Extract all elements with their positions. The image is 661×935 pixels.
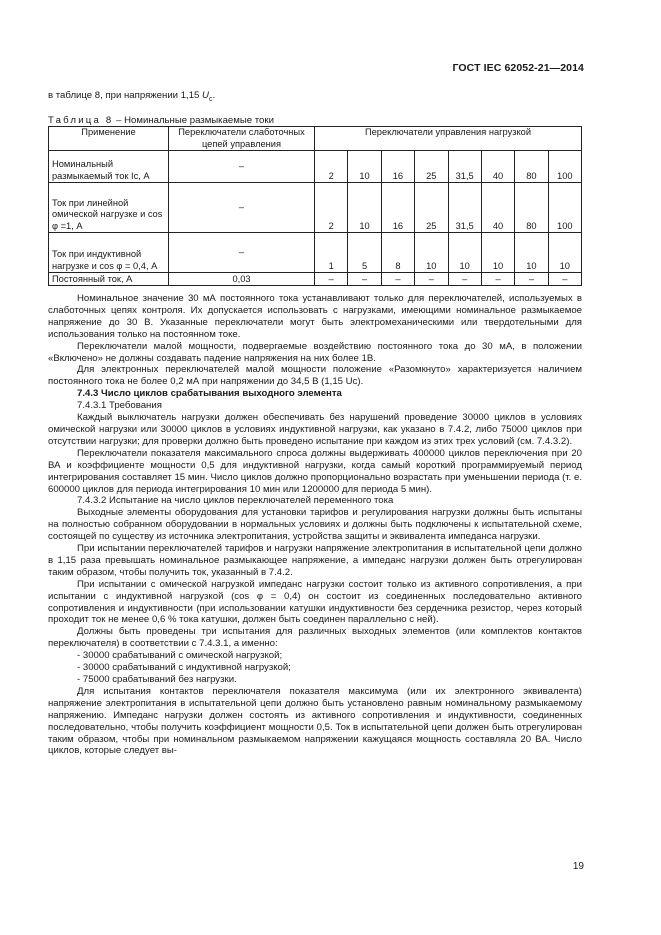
- table-caption: [48, 115, 274, 126]
- paragraph: При испытании с омической нагрузкой импеданс нагрузки состоит только из активного сопротивления, а при испытании с индуктивной нагрузкой (cos φ = 0,4) он состоит из соединенных последовательно активного сопротивления и индуктивности (при использовании катушки индуктивности без сердечника резистор, через который проходит ток не менее 0,6 % тока катушки, должен быть соединен параллельно с ней).: [48, 578, 582, 626]
- load-value: 25: [415, 183, 448, 233]
- paragraph: Переключатели малой мощности, подвергаемые воздействию постоянного тока до 30 мА, в положении «Включено» не должны создавать падение напряжения на них более 1В.: [48, 340, 582, 364]
- low-current-value: 0,03: [169, 273, 315, 286]
- intro-var: U: [202, 90, 209, 101]
- load-value: 8: [381, 233, 414, 273]
- load-value: 31,5: [448, 183, 481, 233]
- body-text: [48, 293, 582, 757]
- header-application: Применение: [49, 127, 169, 151]
- paragraph: - 30000 срабатываний с индуктивной нагрузкой;: [77, 662, 291, 674]
- low-current-value: –: [169, 233, 315, 273]
- load-value: 40: [481, 151, 514, 183]
- header-load: Переключатели управления нагрузкой: [315, 127, 582, 151]
- load-value: 1: [315, 233, 348, 273]
- paragraph: Для испытания контактов переключателя показателя максимума (или их электронного эквивалента) напряжение электропитания в испытательной цепи должно быть установлено равным номинальному размыкаемому напряжению. Импеданс нагрузки должен состоять из активного сопротивления и индуктивности, соединенных последовательно, чтобы получить коэффициент мощности 0,5. Ток в испытательной цепи должен быть отрегулирован таким образом, чтобы при номинальном размыкаемом напряжении кажущаяся мощность составляла 20 ВА. Число циклов, которые следует вы-: [48, 685, 582, 757]
- load-value: –: [348, 273, 381, 286]
- load-value: 25: [415, 151, 448, 183]
- page-number: 19: [572, 861, 584, 872]
- load-value: 2: [315, 183, 348, 233]
- paragraph: Выходные элементы оборудования для установки тарифов и регулирования нагрузки должны быть испытаны на полностью собранном оборудовании в нормальных условиях и должны быть подключены к испытательной схеме, состоящей по существу из источника электропитания, устройства защиты и эквивалента импеданса нагрузки.: [48, 507, 582, 543]
- load-value: –: [415, 273, 448, 286]
- load-value: 5: [348, 233, 381, 273]
- load-value: –: [448, 273, 481, 286]
- paragraph: Для электронных переключателей малой мощности положение «Разомкнуто» характеризуется наличием постоянного тока не более 0,2 мА при напряжении до 34,5 В (1,15 Uc).: [48, 364, 582, 388]
- load-value: 16: [381, 183, 414, 233]
- table-caption-title: – Номинальные размыкаемые токи: [113, 115, 274, 126]
- intro-sub: c: [208, 95, 213, 103]
- paragraph: - 75000 срабатываний без нагрузки.: [77, 674, 237, 685]
- row-label: Постоянный ток, А: [49, 273, 169, 286]
- load-value: 40: [481, 183, 514, 233]
- load-value: 16: [381, 151, 414, 183]
- paragraph: Каждый выключатель нагрузки должен обеспечивать без нарушений проведение 30000 циклов в условиях омической нагрузки или 30000 циклов в условиях индуктивной нагрузки, как указано в 7.4.2, либо 75000 циклов при отсутствии нагрузки; для проверки должно быть проведено испытание при каждом из этих трех условий (см. 7.4.3.2).: [48, 412, 582, 447]
- load-value: 10: [348, 183, 381, 233]
- paragraph: Должны быть проведены три испытания для различных выходных элементов (или комплектов контактов переключателя) в соответствии с 7.4.3.1, а именно:: [48, 626, 582, 650]
- paragraph: При испытании переключателей тарифов и нагрузки напряжение электропитания в испытательной цепи должно в 1,15 раза превышать номинальное размыкающее напряжение, а импеданс нагрузки должен быть отрегулирован таким образом, чтобы получить ток, указанный в 7.4.2.: [48, 543, 582, 578]
- load-value: 2: [315, 151, 348, 183]
- table-row: [49, 273, 582, 286]
- load-value: –: [315, 273, 348, 286]
- intro-text: в таблице 8, при напряжении 1,15: [48, 90, 203, 101]
- load-value: –: [481, 273, 514, 286]
- low-current-value: –: [169, 183, 315, 233]
- paragraph: 7.4.3 Число циклов срабатывания выходного элемента: [77, 388, 342, 400]
- paragraph: 7.4.3.1 Требования: [77, 400, 162, 412]
- paragraph: - 30000 срабатываний с омической нагрузкой;: [77, 650, 283, 662]
- intro-line: [48, 90, 215, 103]
- row-label: Ток при индуктивной нагрузке и cos φ = 0,4, А: [49, 233, 169, 273]
- load-value: –: [548, 273, 581, 286]
- table-row: [49, 233, 582, 273]
- load-value: 100: [548, 183, 581, 233]
- load-value: 10: [548, 233, 581, 273]
- load-value: 10: [415, 233, 448, 273]
- paragraph: Номинальное значение 30 мА постоянного тока устанавливают только для переключателей, используемых в слаботочных цепях контроля. Их допускается использовать с нагрузками, имеющими номинальное размыкаемое напряжение до 30 В. Указанные переключатели могут быть электромеханическими или твердотельными для использования только на постоянном токе.: [48, 293, 582, 340]
- load-value: 10: [448, 233, 481, 273]
- table-header-row: [49, 127, 582, 151]
- paragraph: Переключатели показателя максимального спроса должны выдерживать 400000 циклов переключения при 20 ВА и коэффициенте мощности 0,5 для индуктивной нагрузки, когда самый короткий программируемый период интегрирования составляет 15 мин. Число циклов должно пропорционально возрастать при уменьшении периода (т. е. 600000 циклов для периода интегрирования 10 мин или 1200000 для периода 5 мин).: [48, 447, 582, 495]
- load-value: 10: [348, 151, 381, 183]
- header-low-current: Переключатели слаботочных цепей управления: [169, 127, 315, 151]
- load-value: 80: [515, 151, 548, 183]
- load-value: 100: [548, 151, 581, 183]
- table-row: [49, 151, 582, 183]
- load-value: –: [381, 273, 414, 286]
- load-value: 10: [515, 233, 548, 273]
- rated-currents-table: [48, 126, 582, 286]
- load-value: –: [515, 273, 548, 286]
- table-caption-number: Таблица 8: [48, 115, 114, 126]
- row-label: Номинальный размыкаемый ток Ic, А: [49, 151, 169, 183]
- low-current-value: –: [169, 151, 315, 183]
- load-value: 10: [481, 233, 514, 273]
- paragraph: 7.4.3.2 Испытание на число циклов переключателей переменного тока: [77, 495, 394, 507]
- intro-end: .: [212, 90, 216, 101]
- load-value: 80: [515, 183, 548, 233]
- document-code: ГОСТ IEC 62052-21—2014: [452, 62, 584, 74]
- load-value: 31,5: [448, 151, 481, 183]
- table-row: [49, 183, 582, 233]
- row-label: Ток при линейной омической нагрузке и cos φ =1, А: [49, 183, 169, 233]
